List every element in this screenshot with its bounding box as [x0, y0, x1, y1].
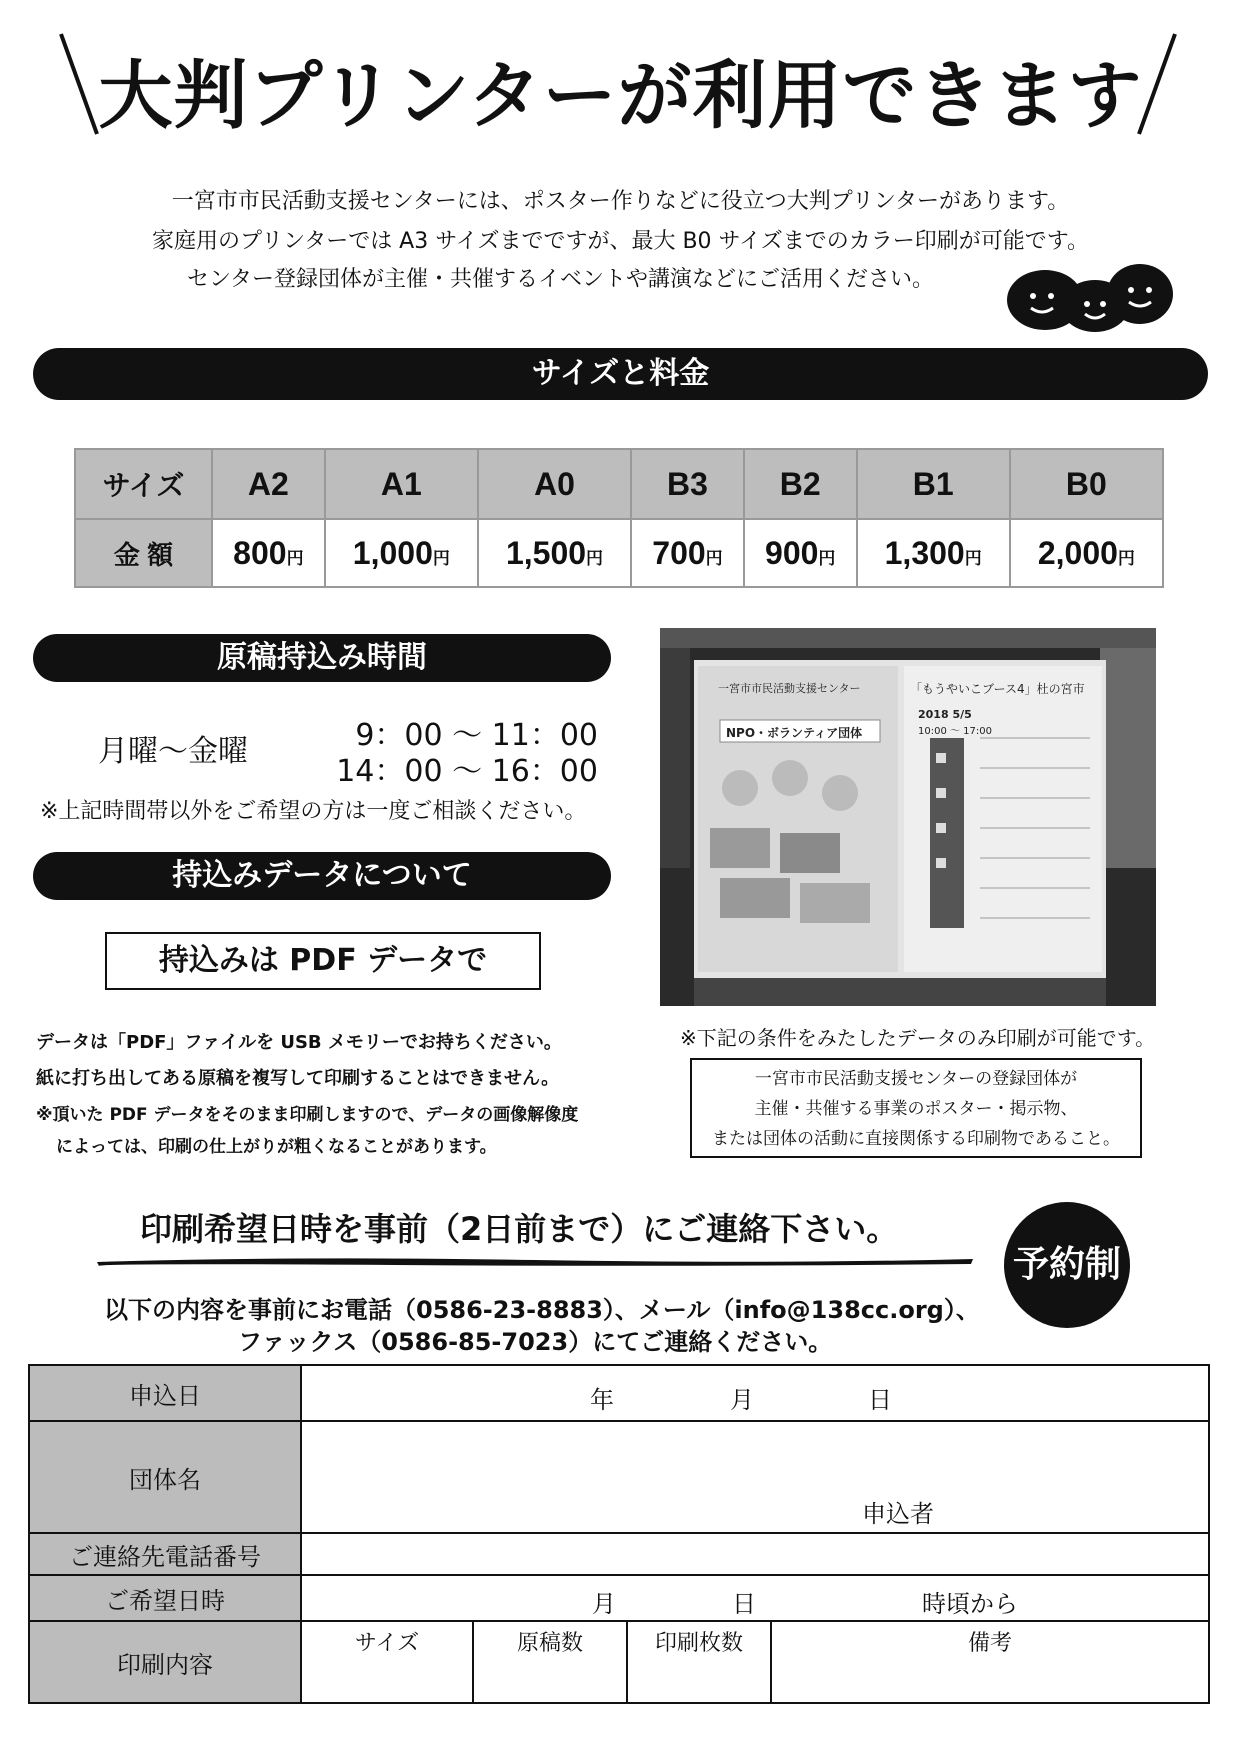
form-field-phone[interactable] — [301, 1533, 1209, 1575]
form-label-print-content: 印刷内容 — [29, 1621, 301, 1703]
size-a2: A2 — [212, 449, 325, 519]
price-b1: 1,300 — [884, 534, 965, 571]
title-left-slash — [55, 30, 115, 140]
size-a0: A0 — [478, 449, 631, 519]
form-label-apply-date: 申込日 — [29, 1365, 301, 1421]
form-field-apply-date[interactable] — [301, 1365, 1209, 1421]
poster-right-date: 2018 5/5 — [918, 708, 972, 721]
form-row-preferred — [29, 1575, 1209, 1621]
form-field-print-content — [301, 1621, 1209, 1703]
price-b2: 900 — [765, 534, 819, 571]
hours-slot-morning: 9：00 ～ 11：00 — [355, 718, 598, 753]
price-cell — [631, 519, 744, 587]
price-cell — [325, 519, 478, 587]
data-note-4: によっては、印刷の仕上がりが粗くなることがあります。 — [56, 1137, 497, 1157]
poster-left-headline: NPO・ボランティア団体 — [726, 726, 863, 740]
from-time-label: 時頃から — [922, 1590, 1018, 1618]
price-b0: 2,000 — [1037, 534, 1118, 571]
year-label: 年 — [590, 1386, 614, 1414]
business-days: 月曜～金曜 — [98, 734, 248, 769]
size-label: サイズ — [75, 449, 212, 519]
hours-section-heading: 原稿持込み時間 — [33, 634, 611, 682]
price-cell — [857, 519, 1010, 587]
preferred-day-label: 日 — [732, 1590, 756, 1618]
condition-line-3: または団体の活動に直接関係する印刷物であること。 — [712, 1129, 1120, 1149]
month-label: 月 — [730, 1386, 754, 1414]
intro-line-3: センター登録団体が主催・共催するイベントや講演などにご活用ください。 — [186, 267, 935, 292]
contact-line-1: 以下の内容を事前にお電話（0586-23-8883）、メール（info@138cc.org）、 — [104, 1296, 980, 1324]
price-section-heading: サイズと料金 — [33, 348, 1208, 400]
price-cell — [212, 519, 325, 587]
col-copies[interactable]: 印刷枚数 — [627, 1622, 771, 1702]
yen-unit: 円 — [705, 548, 723, 568]
intro-line-2: 家庭用のプリンターでは A3 サイズまでですが、最大 B0 サイズまでのカラー印刷が可能です。 — [151, 229, 1090, 254]
form-row-print — [29, 1621, 1209, 1703]
form-row-date — [29, 1365, 1209, 1421]
contact-line-2: ファックス（0586-85-7023）にてご連絡ください。 — [238, 1328, 833, 1356]
yen-unit: 円 — [964, 548, 982, 568]
size-a1: A1 — [325, 449, 478, 519]
price-cell — [478, 519, 631, 587]
price-b3: 700 — [652, 534, 706, 571]
pdf-only-box: 持込みは PDF データで — [105, 932, 541, 990]
price-cell — [744, 519, 857, 587]
data-section-heading: 持込みデータについて — [33, 852, 611, 900]
intro-line-1: 一宮市市民活動支援センターには、ポスター作りなどに役立つ大判プリンターがあります。 — [171, 189, 1070, 214]
yen-unit: 円 — [818, 548, 836, 568]
form-row-group — [29, 1421, 1209, 1533]
price-table — [74, 448, 1164, 588]
yen-unit: 円 — [586, 548, 604, 568]
day-label: 日 — [868, 1386, 892, 1414]
form-row-phone — [29, 1533, 1209, 1575]
form-label-group-name: 団体名 — [29, 1421, 301, 1533]
form-label-phone: ご連絡先電話番号 — [29, 1533, 301, 1575]
poster-right-time: 10:00 ～ 17:00 — [918, 726, 992, 737]
brush-underline — [95, 1254, 975, 1268]
yen-unit: 円 — [286, 548, 304, 568]
conditions-lead: ※下記の条件をみたしたデータのみ印刷が可能です。 — [680, 1026, 1156, 1050]
col-size[interactable]: サイズ — [354, 1631, 420, 1656]
data-note-2: 紙に打ち出してある原稿を複写して印刷することはできません。 — [36, 1068, 560, 1089]
price-a1: 1,000 — [352, 534, 433, 571]
condition-line-1: 一宮市市民活動支援センターの登録団体が — [754, 1069, 1078, 1089]
price-label: 金 額 — [75, 519, 212, 587]
application-form — [28, 1364, 1210, 1704]
data-note-1: データは「PDF」ファイルを USB メモリーでお持ちください。 — [36, 1032, 562, 1053]
reservation-required-badge: 予約制 — [1004, 1202, 1130, 1328]
size-b0: B0 — [1010, 449, 1163, 519]
col-originals[interactable]: 原稿数 — [473, 1622, 627, 1702]
reservation-heading: 印刷希望日時を事前（2日前まで）にご連絡下さい。 — [140, 1210, 899, 1248]
form-label-preferred-datetime: ご希望日時 — [29, 1575, 301, 1621]
form-field-preferred-datetime[interactable] — [301, 1575, 1209, 1621]
price-a0: 1,500 — [505, 534, 587, 571]
page-title: 大判プリンターが利用できます — [98, 53, 1143, 139]
applicant-label: 申込者 — [862, 1500, 934, 1528]
yen-unit: 円 — [1117, 548, 1135, 568]
size-b2: B2 — [744, 449, 857, 519]
yen-unit: 円 — [432, 548, 450, 568]
form-field-group-name[interactable] — [301, 1421, 1209, 1533]
hours-slot-afternoon: 14：00 ～ 16：00 — [336, 754, 598, 789]
data-note-3: ※頂いた PDF データをそのまま印刷しますので、データの画像解像度 — [36, 1105, 579, 1125]
conditions-box — [690, 1058, 1142, 1158]
size-b1: B1 — [857, 449, 1010, 519]
preferred-month-label: 月 — [592, 1590, 616, 1618]
hours-note: ※上記時間帯以外をご希望の方は一度ご相談ください。 — [40, 799, 587, 824]
condition-line-2: 主催・共催する事業のポスター・掲示物、 — [754, 1099, 1078, 1119]
price-a2: 800 — [233, 534, 287, 571]
poster-right-title: 「もうやいこブース4」杜の宮市 — [910, 682, 1085, 696]
poster-photo — [660, 628, 1156, 1006]
smiley-faces-icon — [1005, 262, 1175, 334]
price-cell — [1010, 519, 1163, 587]
size-b3: B3 — [631, 449, 744, 519]
print-content-subtable — [302, 1622, 1208, 1702]
poster-left-title: 一宮市市民活動支援センター — [718, 682, 861, 695]
title-right-slash — [1125, 30, 1185, 140]
col-remarks[interactable]: 備考 — [771, 1622, 1208, 1702]
